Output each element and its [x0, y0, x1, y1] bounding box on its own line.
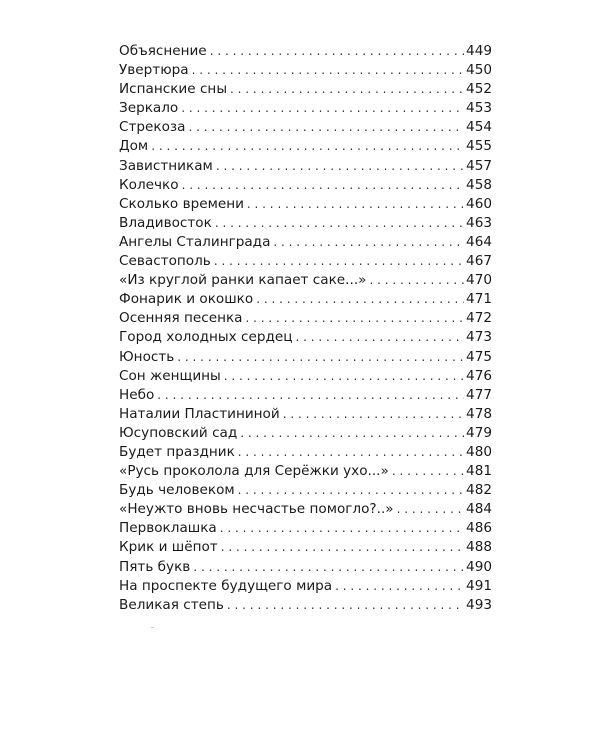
toc-entry[interactable]	[119, 405, 492, 424]
toc-entry-page: 450	[466, 62, 492, 79]
toc-dot-leader	[193, 558, 464, 577]
toc-entry-title: Фонарик и окошко	[119, 291, 254, 308]
toc-dot-leader	[214, 252, 464, 271]
toc-entry-title: Объяснение	[119, 43, 207, 59]
toc-entry-title: Завистникам	[119, 157, 213, 174]
toc-entry-page: 484	[466, 501, 492, 518]
toc-entry[interactable]	[119, 80, 492, 99]
toc-entry-page: 473	[466, 329, 492, 346]
toc-entry[interactable]	[119, 348, 492, 367]
toc-entry-page: 488	[466, 539, 492, 556]
toc-entry[interactable]	[119, 538, 492, 557]
toc-entry-page: 463	[466, 214, 492, 231]
toc-entry[interactable]	[119, 481, 492, 500]
toc-dot-leader	[224, 367, 464, 386]
toc-entry-page: 476	[466, 367, 492, 384]
toc-entry[interactable]	[119, 290, 492, 309]
toc-entry-title: Юность	[119, 348, 175, 365]
toc-dot-leader	[283, 405, 464, 424]
toc-entry[interactable]	[119, 99, 492, 118]
toc-entry[interactable]	[119, 42, 492, 61]
toc-entry-page: 457	[466, 157, 492, 174]
toc-entry[interactable]	[119, 596, 492, 615]
toc-dot-leader	[182, 176, 464, 195]
toc-entry[interactable]	[119, 176, 492, 195]
toc-entry[interactable]	[119, 157, 492, 176]
toc-dot-leader	[392, 462, 464, 481]
toc-entry-page: 458	[466, 176, 492, 193]
toc-dot-leader	[238, 443, 464, 462]
toc-entry-title: Испанские сны	[119, 81, 228, 98]
toc-entry[interactable]	[119, 252, 492, 271]
toc-entry-title: Будь человеком	[119, 482, 235, 499]
toc-entry[interactable]	[119, 328, 492, 347]
toc-entry-title: На проспекте будущего мира	[119, 577, 333, 594]
toc-dot-leader	[335, 577, 464, 596]
toc-dot-leader	[177, 348, 464, 367]
toc-entry[interactable]	[119, 500, 492, 519]
toc-dot-leader	[369, 271, 464, 290]
toc-dot-leader	[181, 99, 464, 118]
toc-entry-title: «Русь проколола для Серёжки ухо...»	[119, 463, 389, 480]
toc-entry-title: «Неужто вновь несчастье помогло?..»	[119, 501, 394, 518]
toc-dot-leader	[189, 118, 465, 137]
toc-dot-leader	[157, 386, 464, 405]
toc-entry-page: 453	[466, 100, 492, 117]
toc-entry-title: Севастополь	[119, 253, 211, 270]
toc-entry-title: Зеркало	[119, 100, 179, 117]
toc-dot-leader	[221, 538, 464, 557]
toc-dot-leader	[246, 309, 464, 328]
toc-entry-title: Увертюра	[119, 62, 189, 79]
toc-entry-page: 478	[466, 405, 492, 422]
toc-entry[interactable]	[119, 386, 492, 405]
toc-dot-leader	[230, 80, 464, 99]
toc-entry-page: 454	[466, 119, 492, 136]
toc-entry[interactable]	[119, 195, 492, 214]
toc-entry-page: 490	[466, 558, 492, 575]
toc-entry-page: 481	[466, 463, 492, 480]
toc-entry-title: Юсуповский сад	[119, 424, 238, 441]
toc-entry[interactable]	[119, 137, 492, 156]
toc-entry[interactable]	[119, 577, 492, 596]
toc-entry-title: Крик и шёпот	[119, 539, 218, 556]
toc-dot-leader	[192, 61, 464, 80]
toc-entry-page: 486	[466, 520, 492, 537]
toc-entry-page: 482	[466, 482, 492, 499]
toc-entry-page: 479	[466, 424, 492, 441]
toc-entry-page: 471	[466, 291, 492, 308]
toc-entry-page: 491	[466, 577, 492, 594]
toc-dot-leader	[216, 157, 464, 176]
toc-entry-page: 460	[466, 195, 492, 212]
toc-entry-title: Сон женщины	[119, 367, 221, 384]
toc-entry-page: 480	[466, 443, 492, 460]
toc-entry-title: Владивосток	[119, 214, 212, 231]
toc-entry-page: 455	[466, 138, 492, 155]
toc-dot-leader	[256, 290, 464, 309]
toc-dot-leader	[397, 500, 464, 519]
table-of-contents	[119, 42, 492, 615]
toc-entry-title: Ангелы Сталинграда	[119, 233, 271, 250]
toc-entry[interactable]	[119, 367, 492, 386]
toc-entry[interactable]	[119, 424, 492, 443]
toc-entry[interactable]	[119, 118, 492, 137]
toc-entry-title: Сколько времени	[119, 195, 244, 212]
toc-entry-title: Первоклашка	[119, 520, 217, 537]
toc-entry[interactable]	[119, 443, 492, 462]
toc-entry[interactable]	[119, 519, 492, 538]
toc-entry-title: Дом	[119, 138, 149, 155]
toc-dot-leader	[273, 233, 464, 252]
toc-dot-leader	[240, 424, 464, 443]
toc-entry-page: 464	[466, 233, 492, 250]
toc-entry-title: Стрекоза	[119, 119, 186, 136]
toc-entry-page: 472	[466, 310, 492, 327]
toc-dot-leader	[210, 42, 464, 61]
toc-dot-leader	[247, 195, 464, 214]
toc-entry-title: Великая степь	[119, 596, 224, 613]
toc-entry-title: Будет праздник	[119, 443, 235, 460]
toc-entry-page: 475	[466, 348, 492, 365]
toc-dot-leader	[220, 519, 464, 538]
toc-dot-leader	[227, 596, 464, 615]
toc-entry[interactable]	[119, 61, 492, 80]
toc-entry-title: «Из круглой ранки капает саке...»	[119, 272, 367, 289]
toc-entry-page: 467	[466, 253, 492, 270]
toc-entry[interactable]	[119, 309, 492, 328]
toc-entry-title: Пять букв	[119, 558, 191, 575]
toc-entry-page: 449	[466, 43, 492, 59]
toc-entry[interactable]	[119, 558, 492, 577]
toc-entry[interactable]	[119, 214, 492, 233]
toc-dot-leader	[151, 137, 464, 156]
toc-entry-title: Небо	[119, 386, 155, 403]
toc-entry-page: 470	[466, 272, 492, 289]
toc-entry-page: 493	[466, 596, 492, 613]
toc-entry-title: Осенняя песенка	[119, 310, 243, 327]
toc-entry-title: Наталии Пластининой	[119, 405, 280, 422]
toc-entry-title: Колечко	[119, 176, 179, 193]
toc-entry[interactable]	[119, 271, 492, 290]
toc-dot-leader	[296, 328, 464, 347]
toc-entry-title: Город холодных сердец	[119, 329, 293, 346]
toc-dot-leader	[238, 481, 464, 500]
toc-entry[interactable]	[119, 462, 492, 481]
scan-speck	[151, 627, 154, 628]
toc-entry-page: 452	[466, 81, 492, 98]
toc-entry[interactable]	[119, 233, 492, 252]
toc-dot-leader	[215, 214, 464, 233]
toc-entry-page: 477	[466, 386, 492, 403]
